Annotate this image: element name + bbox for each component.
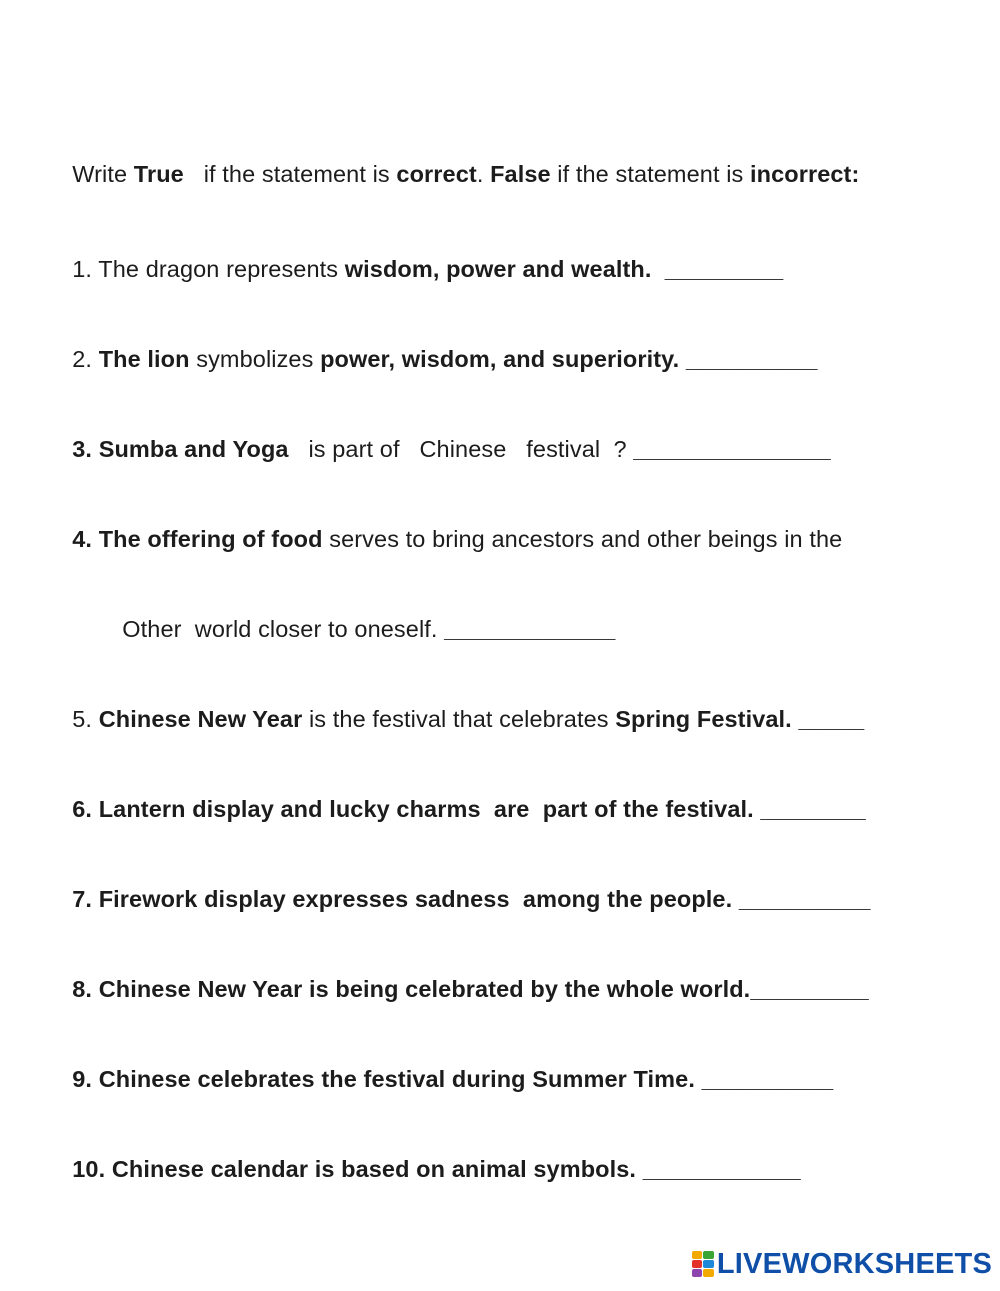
- answer-blank-8[interactable]: _________: [750, 976, 869, 1002]
- answer-blank-3[interactable]: _______________: [633, 436, 831, 462]
- question-9: 9. Chinese celebrates the festival during Summer Time. __________: [72, 1066, 834, 1092]
- logo-text: LIVEWORKSHEETS: [716, 1247, 992, 1280]
- question-4-continued: Other world closer to oneself. _____________: [122, 616, 616, 642]
- answer-blank-6[interactable]: ________: [760, 796, 866, 822]
- answer-blank-9[interactable]: __________: [701, 1066, 834, 1092]
- question-1: 1. The dragon represents wisdom, power and wealth. _________: [72, 256, 784, 282]
- question-8: 8. Chinese New Year is being celebrated by the whole world._________: [72, 976, 869, 1002]
- question-2: 2. The lion symbolizes power, wisdom, and superiority. __________: [72, 346, 818, 372]
- question-7: 7. Firework display expresses sadness among the people. __________: [72, 886, 871, 912]
- answer-blank-10[interactable]: ____________: [642, 1156, 801, 1182]
- instructions: Write True if the statement is correct. False if the statement is incorrect:: [72, 161, 860, 187]
- answer-blank-4[interactable]: _____________: [444, 616, 616, 642]
- question-4: 4. The offering of food serves to bring ancestors and other beings in the: [72, 526, 843, 552]
- answer-blank-1[interactable]: _________: [651, 256, 784, 282]
- liveworksheets-logo: [692, 1247, 992, 1281]
- liveworksheets-logo-icon: [692, 1251, 714, 1277]
- question-10: 10. Chinese calendar is based on animal symbols. ____________: [72, 1156, 801, 1182]
- answer-blank-2[interactable]: __________: [679, 346, 818, 372]
- question-6: 6. Lantern display and lucky charms are part of the festival. ________: [72, 796, 866, 822]
- question-3: 3. Sumba and Yoga is part of Chinese festival ? _______________: [72, 436, 831, 462]
- answer-blank-7[interactable]: __________: [738, 886, 871, 912]
- answer-blank-5[interactable]: _____: [791, 706, 865, 732]
- question-5: 5. Chinese New Year is the festival that celebrates Spring Festival. _____: [72, 706, 865, 732]
